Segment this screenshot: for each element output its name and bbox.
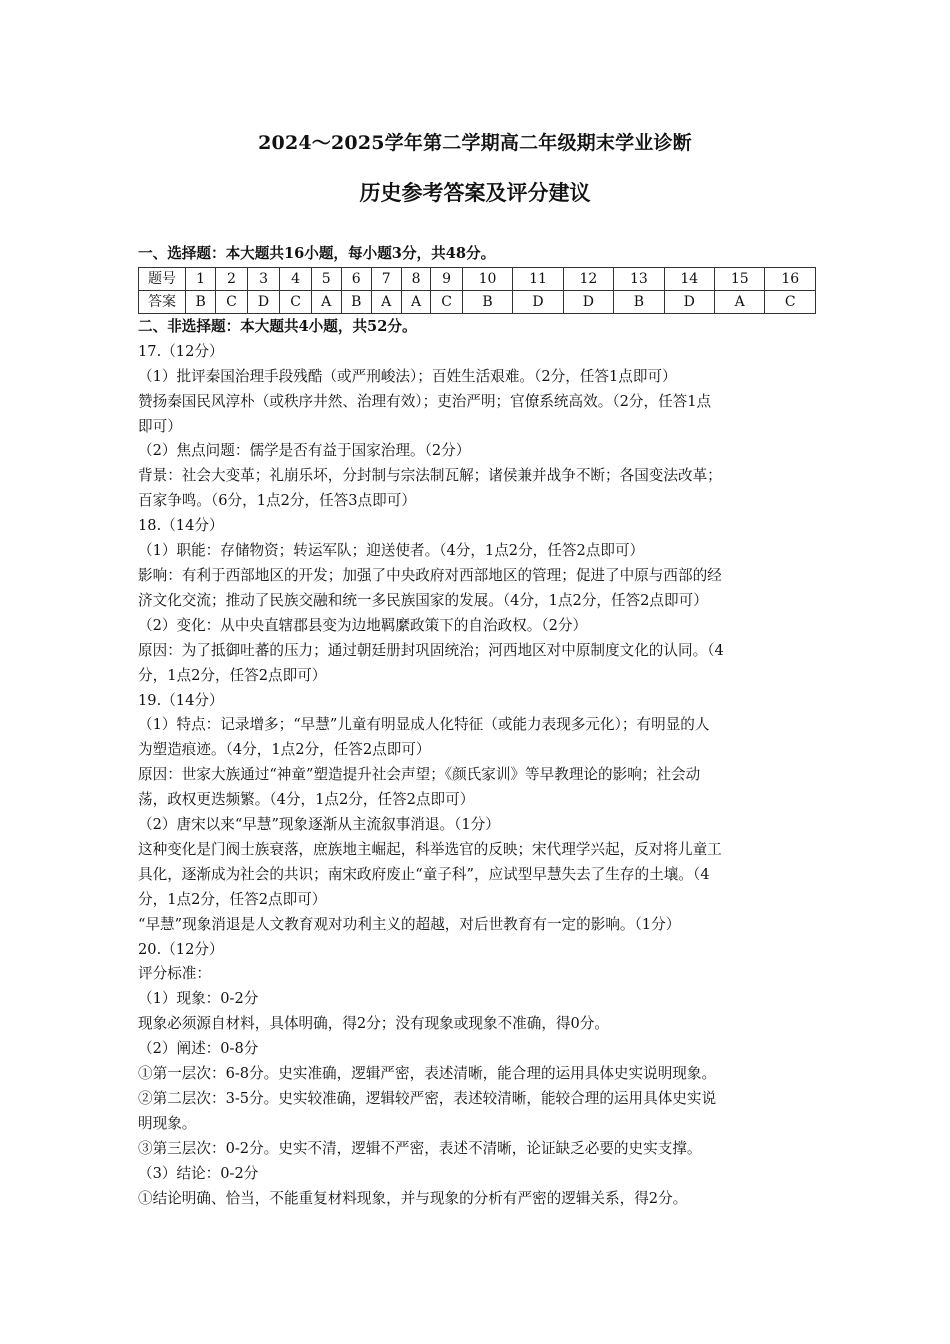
answer-line: 这种变化是门阀士族衰落，庶族地主崛起，科举选官的反映；宋代理学兴起，反对将儿童工	[138, 840, 722, 858]
answer-line: “早慧”现象消退是人文教育观对功利主义的超越，对后世教育有一定的影响。（1分）	[138, 915, 681, 933]
table-row-label: 答案	[139, 290, 186, 313]
answer-table-row-numbers	[139, 267, 816, 290]
answer-line: （1）职能：存储物资；转运军队；迎送使者。（4分，1点2分，任答2点即可）	[138, 542, 645, 560]
table-cell-answer: C	[216, 290, 247, 313]
table-cell-number: 6	[341, 267, 371, 290]
table-cell-number: 10	[462, 267, 512, 290]
answer-line: 济文化交流；推动了民族交融和统一多民族国家的发展。（4分，1点2分，任答2点即可）	[138, 591, 708, 609]
table-cell-number: 16	[765, 267, 816, 290]
answer-line: 分，1点2分，任答2点即可）	[138, 890, 327, 908]
answer-line: 分，1点2分，任答2点即可）	[138, 666, 327, 684]
table-cell-answer: C	[280, 290, 311, 313]
answer-line: 现象必须源自材料，具体明确，得2分；没有现象或现象不准确，得0分。	[138, 1015, 609, 1033]
table-cell-answer: A	[715, 290, 765, 313]
table-row-label: 题号	[139, 267, 186, 290]
table-cell-number: 9	[431, 267, 462, 290]
answer-line: （3）结论：0-2分	[138, 1164, 259, 1182]
table-cell-answer: B	[341, 290, 371, 313]
answer-line: 即可）	[138, 417, 182, 435]
table-cell-number: 2	[216, 267, 247, 290]
section-heading-choice: 一、选择题：本大题共16小题，每小题3分，共48分。	[138, 245, 496, 262]
document-body	[138, 242, 820, 1212]
answer-table	[138, 267, 816, 314]
answer-line: （2）焦点问题：儒学是否有益于国家治理。（2分）	[138, 442, 471, 460]
answer-line: 17.（12分）	[138, 342, 224, 360]
table-cell-answer: D	[563, 290, 613, 313]
answer-table-row-answers	[139, 290, 816, 313]
answer-line: （1）特点：记录增多；“早慧”儿童有明显成人化特征（或能力表现多元化）；有明显的人	[138, 716, 710, 734]
answer-line: ②第二层次：3-5分。史实较准确，逻辑较严密，表述较清晰，能较合理的运用具体史实说	[138, 1090, 717, 1107]
table-cell-number: 3	[247, 267, 280, 290]
table-cell-answer: A	[311, 290, 341, 313]
answer-line: ①结论明确、恰当，不能重复材料现象，并与现象的分析有严密的逻辑关系，得2分。	[138, 1189, 688, 1207]
table-cell-number: 14	[664, 267, 714, 290]
answer-line: （2）阐述：0-8分	[138, 1040, 259, 1058]
table-cell-number: 11	[513, 267, 563, 290]
answer-line: 赞扬秦国民风淳朴（或秩序井然、治理有效）；吏治严明；官僚系统高效。（2分，任答1点	[138, 392, 712, 410]
table-cell-answer: D	[664, 290, 714, 313]
answer-line: 影响：有利于西部地区的开发；加强了中央政府对西部地区的管理；促进了中原与西部的经	[138, 566, 722, 584]
answer-line: 背景：社会大变革；礼崩乐坏，分封制与宗法制瓦解；诸侯兼并战争不断；各国变法改革；	[138, 467, 722, 485]
answer-line: 原因：世家大族通过“神童”塑造提升社会声望；《颜氏家训》等早教理论的影响；社会动	[138, 766, 701, 784]
table-cell-number: 4	[280, 267, 311, 290]
answer-line: （2）变化：从中央直辖郡县变为边地羁縻政策下的自治政权。（2分）	[138, 616, 588, 634]
answer-line: 原因：为了抵御吐蕃的压力；通过朝廷册封巩固统治；河西地区对中原制度文化的认同。（4	[138, 641, 724, 659]
document-subtitle: 历史参考答案及评分建议	[359, 180, 591, 205]
document-title: 2024～2025学年第二学期高二年级期末学业诊断	[258, 132, 692, 154]
table-cell-answer: C	[431, 290, 462, 313]
table-cell-number: 7	[371, 267, 401, 290]
table-cell-number: 8	[401, 267, 431, 290]
answer-line: 具化，逐渐成为社会的共识；南宋政府废止“童子科”，应试型早慧失去了生存的土壤。（4	[138, 865, 710, 883]
section-heading-nonchoice: 二、非选择题：本大题共4小题，共52分。	[138, 317, 417, 335]
answer-line: ③第三层次：0-2分。史实不清，逻辑不严密，表述不清晰，论证缺乏必要的史实支撑。	[138, 1139, 702, 1157]
table-cell-number: 15	[715, 267, 765, 290]
table-cell-answer: A	[401, 290, 431, 313]
table-cell-answer: B	[462, 290, 512, 313]
table-cell-answer: C	[765, 290, 816, 313]
answer-line: 评分标准：	[138, 965, 211, 983]
answer-line: ①第一层次：6-8分。史实准确，逻辑严密，表述清晰，能合理的运用具体史实说明现象。	[138, 1065, 717, 1083]
table-cell-answer: B	[614, 290, 664, 313]
answer-line: （1）批评秦国治理手段残酷（或严刑峻法）；百姓生活艰难。（2分，任答1点即可）	[138, 367, 677, 385]
table-cell-answer: D	[247, 290, 280, 313]
answer-line: （2）唐宋以来“早慧”现象逐渐从主流叙事消退。（1分）	[138, 816, 500, 834]
table-cell-number: 12	[563, 267, 613, 290]
table-cell-answer: D	[513, 290, 563, 313]
answer-line: （1）现象：0-2分	[138, 990, 259, 1008]
table-cell-answer: A	[371, 290, 401, 313]
table-cell-number: 1	[186, 267, 216, 290]
answer-line: 百家争鸣。（6分，1点2分，任答3点即可）	[138, 492, 416, 510]
answer-line: 18.（14分）	[138, 517, 224, 535]
answer-line: 20.（12分）	[138, 940, 224, 958]
table-cell-number: 13	[614, 267, 664, 290]
table-cell-answer: B	[186, 290, 216, 313]
table-cell-number: 5	[311, 267, 341, 290]
answer-line: 为塑造痕迹。（4分，1点2分，任答2点即可）	[138, 741, 431, 759]
answer-line: 19.（14分）	[138, 691, 224, 709]
answer-line: 明现象。	[138, 1114, 197, 1132]
answer-line: 荡，政权更迭频繁。（4分，1点2分，任答2点即可）	[138, 791, 475, 809]
